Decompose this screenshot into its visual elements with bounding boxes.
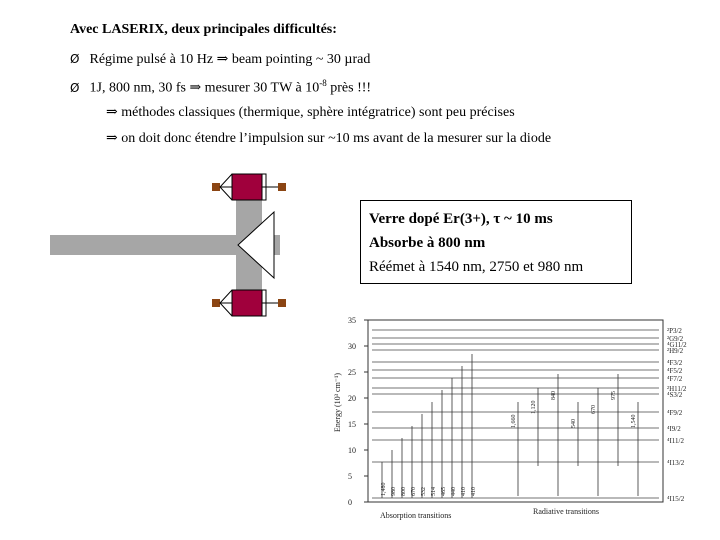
- info-line-reemits: Réémet à 1540 nm, 2750 et 980 nm: [369, 259, 584, 275]
- level-label: ⁴F3/2: [667, 359, 683, 367]
- bullet-text: Régime pulsé à 10 Hz ⇒ beam pointing ~ 30 µrad: [89, 52, 371, 67]
- y-tick-label: 30: [348, 342, 356, 351]
- connector-right-icon: [278, 183, 286, 191]
- level-label: ⁴S3/2: [667, 391, 683, 399]
- arrow-bullet-icon: Ø: [70, 52, 80, 66]
- bullet-text-end: près !!!: [326, 80, 372, 96]
- radiative-label: 670: [591, 405, 597, 414]
- x-label-radiative: Radiative transitions: [533, 507, 599, 516]
- level-label: ²G9/2: [667, 335, 684, 343]
- info-line-doped-glass: Verre dopé Er(3+), τ ~ 10 ms: [369, 211, 553, 227]
- absorption-label: 980: [391, 487, 397, 496]
- radiative-label: 1,660: [511, 414, 517, 428]
- level-label: ⁴I15/2: [667, 495, 685, 503]
- exponent: -8: [319, 78, 327, 88]
- y-tick-label: 5: [348, 472, 352, 481]
- y-tick-label: 25: [348, 368, 356, 377]
- radiative-label: 975: [611, 391, 617, 400]
- slide-heading: Avec LASERIX, deux principales difficultés:: [70, 22, 337, 37]
- level-label: ²H9/2: [667, 347, 684, 355]
- absorption-label: 410: [461, 487, 467, 496]
- er-glass-info-box: [360, 200, 632, 284]
- bullet-text: 1J, 800 nm, 30 fs ⇒ mesurer 30 TW à 10: [89, 80, 320, 96]
- bullet-pulsed-regime: [70, 51, 370, 68]
- bullet-power-measure: [70, 78, 371, 97]
- level-label: ²P3/2: [667, 327, 682, 335]
- level-label: ²H11/2: [667, 385, 687, 393]
- radiative-label: 840: [551, 391, 557, 400]
- y-tick-label: 35: [348, 316, 356, 325]
- level-label: ⁴F5/2: [667, 367, 683, 375]
- x-label-absorption: Absorption transitions: [380, 511, 452, 520]
- level-label: ⁴I11/2: [667, 437, 684, 445]
- connector-right-icon: [278, 299, 286, 307]
- level-label: ⁴F7/2: [667, 375, 683, 383]
- absorption-label: 465: [441, 487, 447, 496]
- absorption-label: 1,480: [381, 482, 387, 496]
- absorption-label: 514: [431, 487, 437, 496]
- radiative-label: 1,120: [531, 400, 537, 414]
- info-line-absorbs: Absorbe à 800 nm: [369, 235, 486, 251]
- top-detector: [212, 174, 286, 200]
- bottom-detector: [212, 290, 286, 316]
- absorption-label: 410: [471, 487, 477, 496]
- radiative-label: 1,540: [631, 414, 637, 428]
- erbium-energy-level-diagram: [318, 312, 713, 532]
- sub-bullet-extend-pulse: ⇒ on doit donc étendre l’impulsion sur ~10 ms avant de la mesurer sur la diode: [106, 131, 552, 146]
- y-tick-label: 20: [348, 394, 356, 403]
- absorption-label: 800: [401, 487, 407, 496]
- y-tick-label: 15: [348, 420, 356, 429]
- level-label: ⁴I13/2: [667, 459, 685, 467]
- y-axis-label: Energy (10³ cm⁻¹): [333, 372, 342, 432]
- y-tick-label: 10: [348, 446, 356, 455]
- level-label: ⁴F9/2: [667, 409, 683, 417]
- sub-bullet-classic-methods: ⇒ méthodes classiques (thermique, sphère intégratrice) sont peu précises: [106, 105, 515, 120]
- absorption-label: 532: [421, 487, 427, 496]
- connector-left-icon: [212, 183, 220, 191]
- connector-left-icon: [212, 299, 220, 307]
- level-label: ⁴G11/2: [667, 341, 687, 349]
- y-tick-label: 0: [348, 498, 352, 507]
- radiative-label: 540: [571, 419, 577, 428]
- level-label: ⁴I9/2: [667, 425, 681, 433]
- absorption-label: 670: [411, 487, 417, 496]
- absorption-label: 440: [451, 487, 457, 496]
- optical-setup-diagram: [200, 170, 300, 330]
- arrow-bullet-icon: Ø: [70, 80, 80, 95]
